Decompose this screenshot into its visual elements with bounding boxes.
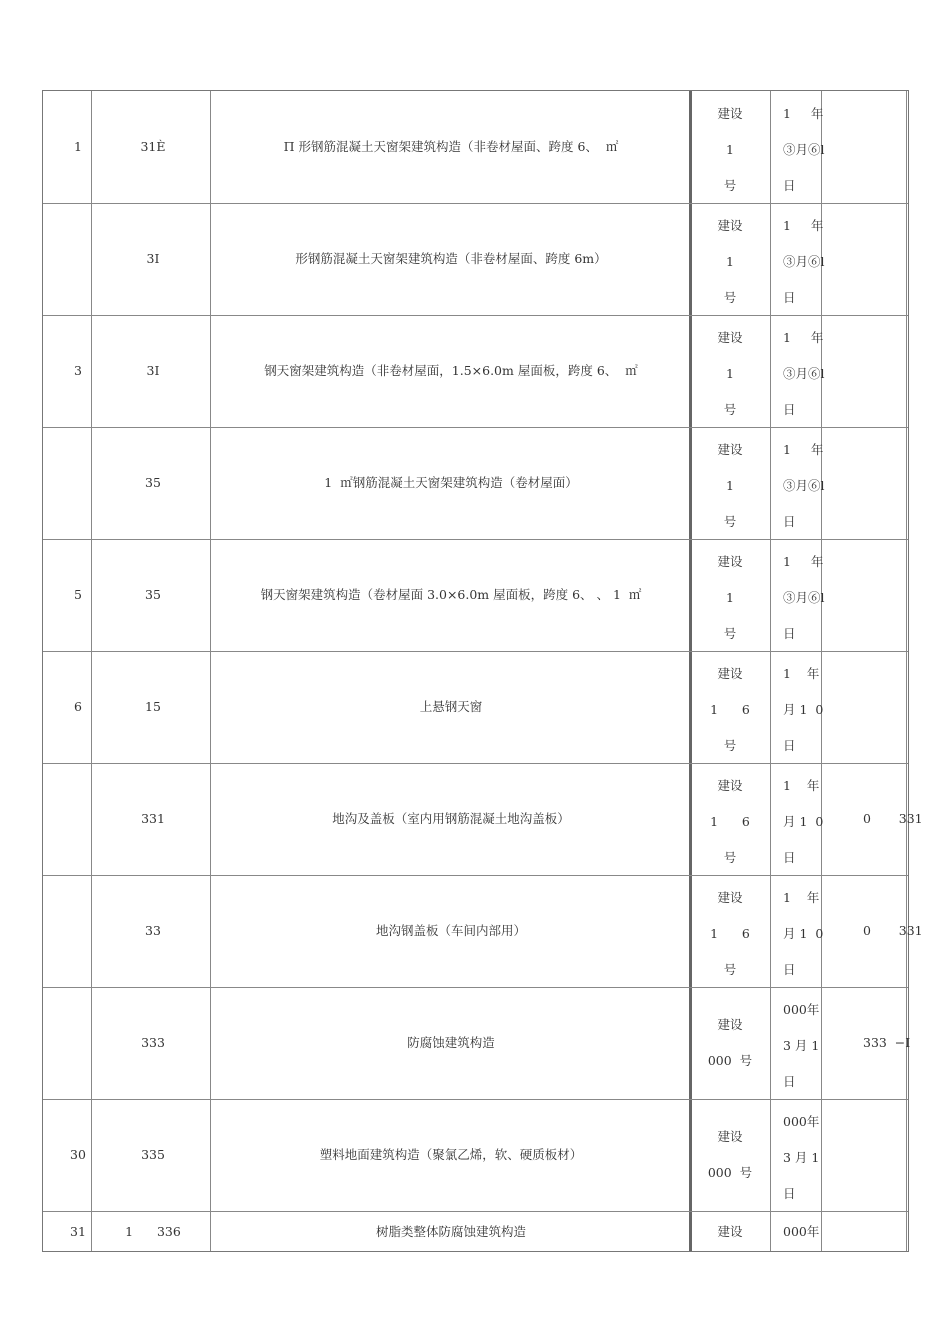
standards-table (42, 90, 923, 1252)
table-row (43, 763, 923, 876)
standard-code: 33 (145, 923, 161, 938)
effective-date: ③月⑥l (783, 366, 825, 381)
approval-text: 号 (723, 178, 737, 193)
effective-date: ③月⑥l (783, 478, 825, 493)
effective-date: 000年 (783, 1002, 820, 1017)
row-number: 30 (70, 1147, 86, 1162)
standard-title: 钢天窗架建筑构造（非卷材屋面，1.5×6.0m 屋面板，跨度 6、 ㎡ (264, 363, 638, 378)
table-row (43, 987, 911, 1100)
approval-text: 1 6 (710, 702, 750, 717)
effective-date: 1 年 (783, 666, 820, 681)
approval-text: 号 (723, 514, 737, 529)
approval-text: 号 (723, 626, 737, 641)
table-row (43, 315, 908, 428)
table-row (43, 651, 908, 764)
effective-date: 3 月 1 (783, 1150, 820, 1165)
effective-date: 1 年 (783, 554, 824, 569)
approval-text: 建设 (717, 1224, 743, 1239)
standard-code: 335 (141, 1147, 165, 1162)
approval-text: 号 (723, 738, 737, 753)
standard-title: Π 形钢筋混凝土天窗架建筑构造（非卷材屋面、跨度 6、 ㎡ (283, 139, 619, 154)
approval-text: 1 (726, 366, 734, 381)
effective-date: ③月⑥l (783, 142, 825, 157)
standard-code: 333 (141, 1035, 165, 1050)
effective-date: 1 年 (783, 442, 824, 457)
approval-text: 1 (726, 590, 734, 605)
approval-text: 建设 (717, 890, 743, 905)
standard-title: 钢天窗架建筑构造（卷材屋面 3.0×6.0m 屋面板，跨度 6、 、 1 ㎡ (260, 587, 642, 602)
approval-text: 000 号 (707, 1053, 753, 1068)
approval-text: 1 (726, 478, 734, 493)
approval-text: 1 (726, 254, 734, 269)
table-row (43, 539, 908, 652)
table-row (43, 875, 923, 988)
effective-date: 1 年 (783, 330, 824, 345)
effective-date: 日 (783, 1074, 796, 1089)
standard-title: 塑料地面建筑构造（聚氯乙烯，软、硬质板材） (319, 1147, 583, 1162)
standard-title: 地沟钢盖板（车间内部用） (375, 923, 527, 938)
effective-date: 日 (783, 402, 796, 417)
row-number: 1 (74, 139, 82, 154)
approval-text: 建设 (717, 1017, 743, 1032)
effective-date: ③月⑥l (783, 590, 825, 605)
effective-date: 月 1 0 (783, 926, 824, 941)
standard-title: 上悬钢天窗 (419, 699, 483, 714)
row-number: 5 (74, 587, 82, 602)
standard-code: 35 (145, 587, 161, 602)
approval-text: 建设 (717, 218, 743, 233)
effective-date: 000年 (783, 1114, 820, 1129)
table-row (43, 1211, 908, 1251)
approval-text: 号 (723, 962, 737, 977)
table-row (43, 203, 908, 316)
row-number: 3 (74, 363, 82, 378)
note-text: 333 −I (863, 1035, 911, 1050)
effective-date: 日 (783, 178, 796, 193)
standard-title: 防腐蚀建筑构造 (407, 1035, 495, 1050)
approval-text: 1 6 (710, 926, 750, 941)
approval-text: 建设 (717, 330, 743, 345)
standard-code: 31È (140, 139, 166, 154)
effective-date: 月 1 0 (783, 702, 824, 717)
approval-text: 建设 (717, 442, 743, 457)
standard-code: 35 (145, 475, 161, 490)
effective-date: 月 1 0 (783, 814, 824, 829)
effective-date: 日 (783, 514, 796, 529)
effective-date: 日 (783, 850, 796, 865)
approval-text: 建设 (717, 106, 743, 121)
effective-date: ③月⑥l (783, 254, 825, 269)
approval-text: 建设 (717, 554, 743, 569)
effective-date: 1 年 (783, 106, 824, 121)
effective-date: 日 (783, 626, 796, 641)
note-text: 0 331 (863, 811, 923, 826)
effective-date: 000年 (783, 1224, 820, 1239)
effective-date: 1 年 (783, 778, 820, 793)
effective-date: 日 (783, 1186, 796, 1201)
standard-code: 3I (146, 251, 160, 266)
standard-code: 331 (141, 811, 165, 826)
effective-date: 1 年 (783, 218, 824, 233)
approval-text: 号 (723, 402, 737, 417)
approval-text: 000 号 (707, 1165, 753, 1180)
table-row (43, 1099, 908, 1212)
approval-text: 1 6 (710, 814, 750, 829)
approval-text: 1 (726, 142, 734, 157)
effective-date: 日 (783, 738, 796, 753)
standard-title: 形钢筋混凝土天窗架建筑构造（非卷材屋面、跨度 6m） (295, 251, 607, 266)
standard-title: 地沟及盖板（室内用钢筋混凝土地沟盖板） (332, 811, 570, 826)
approval-text: 建设 (717, 1129, 743, 1144)
standard-code: 3I (146, 363, 160, 378)
row-number: 6 (74, 699, 82, 714)
standard-code: 15 (145, 699, 161, 714)
standard-title: 树脂类整体防腐蚀建筑构造 (375, 1224, 527, 1239)
effective-date: 3 月 1 (783, 1038, 820, 1053)
row-number: 31 (70, 1224, 86, 1239)
standard-title: 1 ㎡钢筋混凝土天窗架建筑构造（卷材屋面） (324, 475, 578, 490)
effective-date: 日 (783, 290, 796, 305)
effective-date: 1 年 (783, 890, 820, 905)
approval-text: 建设 (717, 666, 743, 681)
table-row (43, 91, 908, 204)
note-text: 0 331 (863, 923, 923, 938)
approval-text: 建设 (717, 778, 743, 793)
table-row (43, 427, 908, 540)
standard-code: 1 336 (125, 1224, 181, 1239)
effective-date: 日 (783, 962, 796, 977)
approval-text: 号 (723, 850, 737, 865)
approval-text: 号 (723, 290, 737, 305)
